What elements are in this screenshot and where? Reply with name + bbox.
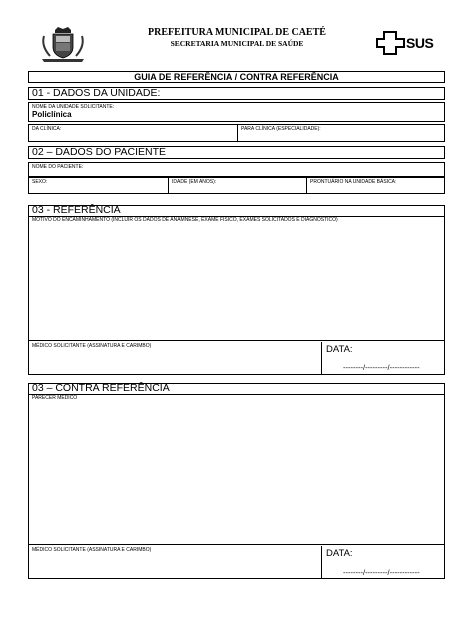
section-counter-referral-title: 03 – CONTRA REFERÊNCIA xyxy=(32,382,170,394)
referral-reason-label: MOTIVO DO ENCAMINHAMENTO (INCLUIR OS DADOS DE ANAMNESE, EXAME FÍSICO, EXAMES SOLICITADOS E DIAGNÓSTICO) xyxy=(32,217,338,223)
record-field[interactable] xyxy=(306,177,445,194)
to-clinic-field[interactable] xyxy=(237,124,445,142)
patient-name-label: NOME DO PACIENTE: xyxy=(32,164,84,170)
counter-date-label: DATA: xyxy=(326,548,353,559)
record-label: PRONTUÁRIO NA UNIDADE BÁSICA: xyxy=(310,179,397,185)
patient-name-field[interactable] xyxy=(28,162,445,177)
from-clinic-label: DA CLÍNICA: xyxy=(32,126,62,132)
form-title: GUIA DE REFERÊNCIA / CONTRA REFERÊNCIA xyxy=(134,72,339,82)
medical-opinion-area[interactable] xyxy=(29,401,444,545)
section-patient-title: 02 – DADOS DO PACIENTE xyxy=(28,146,445,159)
referral-date-field[interactable]: --------/---------/------------ xyxy=(343,363,420,372)
form-title-box xyxy=(28,71,445,83)
prefecture-title: PREFEITURA MUNICIPAL DE CAETÉ xyxy=(148,27,326,38)
sus-logo-icon xyxy=(376,30,436,56)
secretariat-subtitle: SECRETARIA MUNICIPAL DE SAÚDE xyxy=(170,39,304,48)
unit-name-label: NOME DA UNIDADE SOLICITANTE: xyxy=(32,104,115,110)
sus-logo-text: SUS xyxy=(406,35,434,51)
medical-opinion-label: PARECER MÉDICO xyxy=(32,395,78,401)
unit-name-value: Policlínica xyxy=(32,110,72,119)
sex-label: SEXO: xyxy=(32,179,48,185)
to-clinic-label: PARA CLÍNICA (ESPECIALIDADE): xyxy=(241,126,321,132)
counter-date-field[interactable]: --------/---------/------------ xyxy=(343,568,420,577)
sex-field[interactable] xyxy=(28,177,169,194)
referral-doctor-signature[interactable] xyxy=(29,342,321,374)
referral-date-label: DATA: xyxy=(326,344,353,355)
section-unit-title: 01 - DADOS DA UNIDADE: xyxy=(28,87,445,100)
counter-doctor-signature[interactable] xyxy=(29,546,321,578)
coat-of-arms-icon xyxy=(38,26,88,62)
age-label: IDADE (EM ANOS): xyxy=(172,179,217,185)
referral-doctor-label: MÉDICO SOLICITANTE (ASSINATURA E CARIMBO) xyxy=(32,343,152,349)
referral-reason-area[interactable] xyxy=(29,223,444,341)
unit-name-field[interactable] xyxy=(28,102,445,122)
from-clinic-field[interactable] xyxy=(28,124,238,142)
counter-doctor-label: MÉDICO SOLICITANTE (ASSINATURA E CARIMBO) xyxy=(32,547,152,553)
section-referral-title: 03 - REFERÊNCIA xyxy=(32,204,121,216)
age-field[interactable] xyxy=(168,177,307,194)
